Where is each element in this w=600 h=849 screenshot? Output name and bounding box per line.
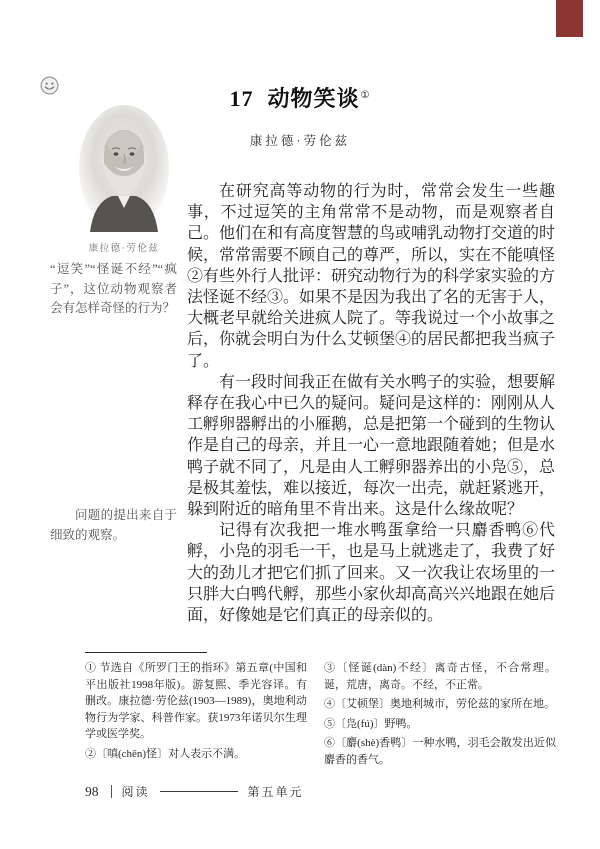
lesson-title-text: 动物笑谈 [267, 86, 360, 111]
footnote-6: ⑥〔麝(shè)香鸭〕一种水鸭，羽毛会散发出近似麝香的香气。 [324, 737, 556, 766]
body-paragraph-3: 记得有次我把一堆水鸭蛋拿给一只麝香鸭⑥代孵，小凫的羽毛一干，也是马上就逃走了，我费了好大的劲儿才把它们抓了回来。又一次我让农场里的一只胖大白鸭代孵，那些小家伙却高高兴兴地跟在她后面，好像她是它们真正的母亲似的。 [187, 522, 556, 625]
footnote-2: ②〔嗔(chēn)怪〕对人表示不满。 [85, 747, 246, 760]
unit-corner-tab [556, 0, 583, 37]
footer-rule [160, 791, 238, 792]
margin-note-1: “逗笑”“怪诞不经”“疯子”，这位动物观察者会有怎样奇怪的行为？ [50, 262, 177, 315]
footnote-1: ① 节选自《所罗门王的指环》第五章(中国和平出版社1998年版)。游复熙、季光容译。有删改。康拉德·劳伦兹(1903—1989)，奥地利动物行为学家、科普作家。获1973年诺贝尔生理学或医学奖。 [85, 662, 307, 740]
footnote-5: ⑤〔凫(fú)〕野鸭。 [324, 717, 418, 730]
lesson-number: 17 [229, 86, 254, 111]
page-number: 98 [85, 783, 99, 799]
body-paragraph-2: 有一段时间我正在做有关水鸭子的实验，想要解释存在我心中已久的疑问。疑问是这样的：刚刚从人工孵卵器孵出的小雁鹅，总是把第一个碰到的生物认作是自己的母亲，并且一心一意地跟随着她；但是水鸭子就不同了，凡是由人工孵卵器养出的小凫⑤，总是极其羞怯，难以接近，每次一出壳，就赶紧逃开，躲到附近的暗角里不肯出来。这是什么缘故呢？ [187, 373, 556, 519]
lesson-body [187, 181, 555, 626]
portrait [60, 104, 188, 254]
footnote-4: ④〔艾顿堡〕奥地利城市，劳伦兹的家所在地。 [324, 698, 555, 710]
footnotes-right-column [324, 660, 556, 771]
footnote-3: ③〔怪诞(dàn)不经〕离奇古怪，不合常理。诞，荒唐，离奇。不经，不正常。 [324, 662, 556, 691]
footnote-ref-icon: ① [360, 89, 371, 101]
footer-unit-label: 第五单元 [247, 785, 304, 799]
margin-note-2: 问题的提出来自于细致的观察。 [50, 508, 177, 542]
body-paragraph-1: 在研究高等动物的行为时，常常会发生一些趣事，不过逗笑的主角常常不是动物，而是观察者自己。他们在和有高度智慧的鸟或哺乳动物打交道的时候，常常需要不顾自己的尊严，所以，实在不能嗔怪②有些外行人批评：研究动物行为的科学家实验的方法怪诞不经③。如果不是因为我出了名的无害于人，大概老早就给关进疯人院了。等我说过一个小故事之后，你就会明白为什么艾顿堡④的居民都把我当疯子了。 [187, 183, 556, 370]
author-name: 康拉德·劳伦兹 [249, 134, 351, 148]
footnotes [85, 660, 556, 771]
portrait-caption: 康拉德·劳伦兹 [88, 244, 160, 254]
footer-vertical-divider [111, 785, 112, 798]
page-footer [85, 783, 555, 800]
portrait-photo [78, 104, 170, 232]
footnote-divider [85, 652, 207, 653]
footnotes-left-column [85, 660, 307, 771]
footer-section-label: 阅读 [121, 785, 150, 799]
